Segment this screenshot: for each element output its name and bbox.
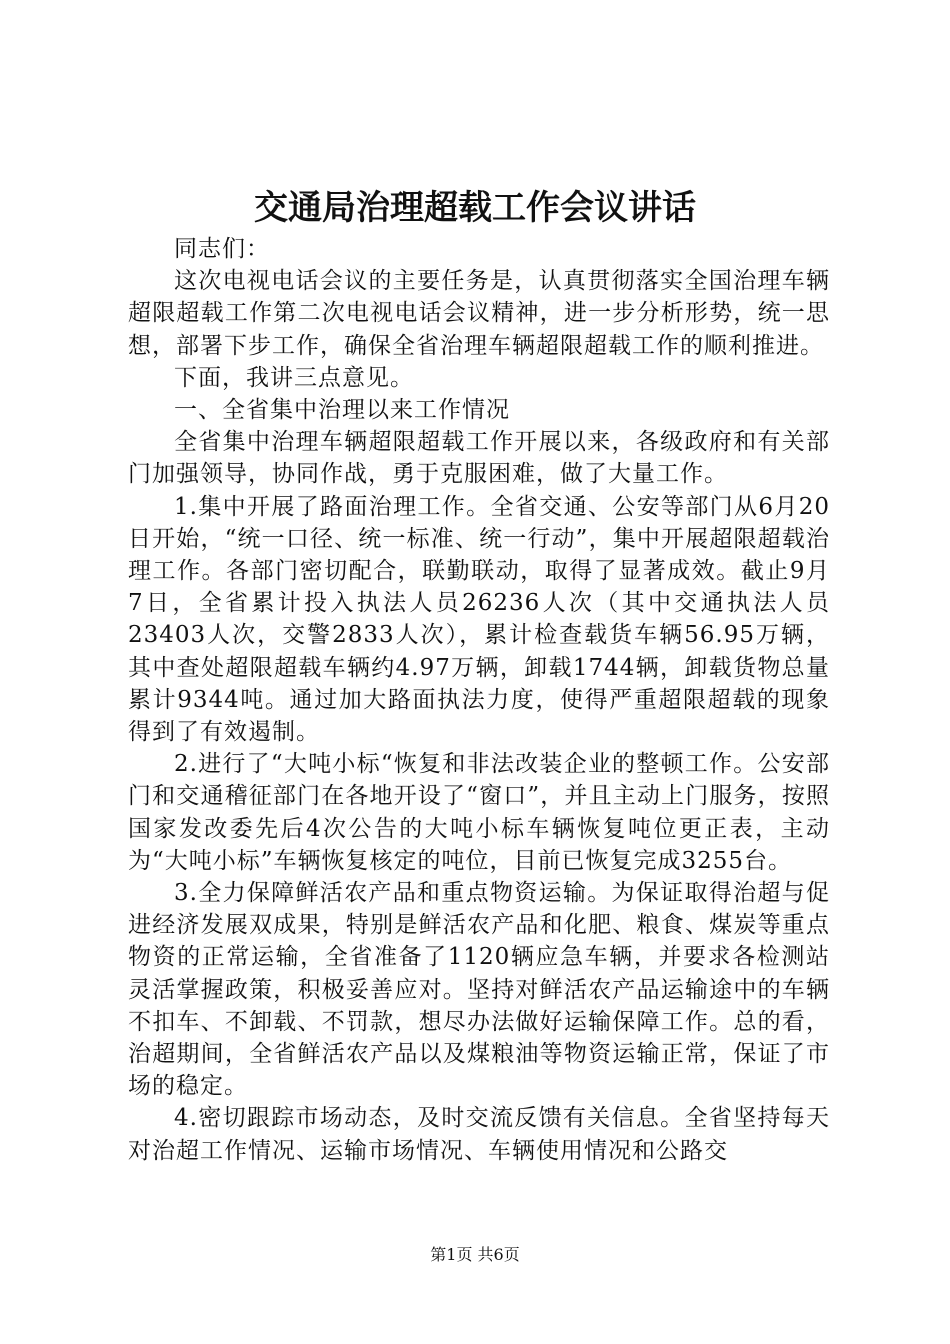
- document-title: 交通局治理超载工作会议讲话: [254, 188, 696, 228]
- document-body: [128, 233, 830, 1167]
- paragraph: 全省集中治理车辆超限超载工作开展以来，各级政府和有关部门加强领导，协同作战，勇于克服困难，做了大量工作。: [128, 429, 830, 488]
- paragraph: 3.全力保障鲜活农产品和重点物资运输。为保证取得治超与促进经济发展双成果，特别是鲜活农产品和化肥、粮食、煤炭等重点物资的正常运输，全省准备了1120辆应急车辆，并要求各检测站灵活掌握政策，积极妥善应对。坚持对鲜活农产品运输途中的车辆不扣车、不卸载、不罚款，想尽办法做好运输保障工作。总的看，治超期间，全省鲜活农产品以及煤粮油等物资运输正常，保证了市场的稳定。: [128, 880, 830, 1100]
- paragraph: 4.密切跟踪市场动态，及时交流反馈有关信息。全省坚持每天对治超工作情况、运输市场情况、车辆使用情况和公路交: [128, 1105, 830, 1164]
- paragraph: 下面，我讲三点意见。: [174, 364, 414, 391]
- paragraph: 这次电视电话会议的主要任务是，认真贯彻落实全国治理车辆超限超载工作第二次电视电话会议精神，进一步分析形势，统一思想，部署下步工作，确保全省治理车辆超限超载工作的顺利推进。: [128, 268, 830, 359]
- page-footer: 第1页 共6页: [430, 1245, 520, 1264]
- salutation: 同志们：: [174, 236, 270, 262]
- paragraph: 1.集中开展了路面治理工作。全省交通、公安等部门从6月20日开始，“统一口径、统一标准、统一行动”，集中开展超限超载治理工作。各部门密切配合，联勤联动，取得了显著成效。截止9月7日，全省累计投入执法人员26236人次（其中交通执法人员23403人次，交警2833人次），累计检查载货车辆56.95万辆，其中查处超限超载车辆约4.97万辆，卸载1744辆，卸载货物总量累计9344吨。通过加大路面执法力度，使得严重超限超载的现象得到了有效遏制。: [128, 493, 830, 746]
- section-heading: 一、全省集中治理以来工作情况: [174, 397, 510, 424]
- paragraph: 2.进行了“大吨小标“恢复和非法改装企业的整顿工作。公安部门和交通稽征部门在各地开设了“窗口”，并且主动上门服务，按照国家发改委先后4次公告的大吨小标车辆恢复吨位更正表，主动为“大吨小标”车辆恢复核定的吨位，目前已恢复完成3255台。: [128, 751, 830, 874]
